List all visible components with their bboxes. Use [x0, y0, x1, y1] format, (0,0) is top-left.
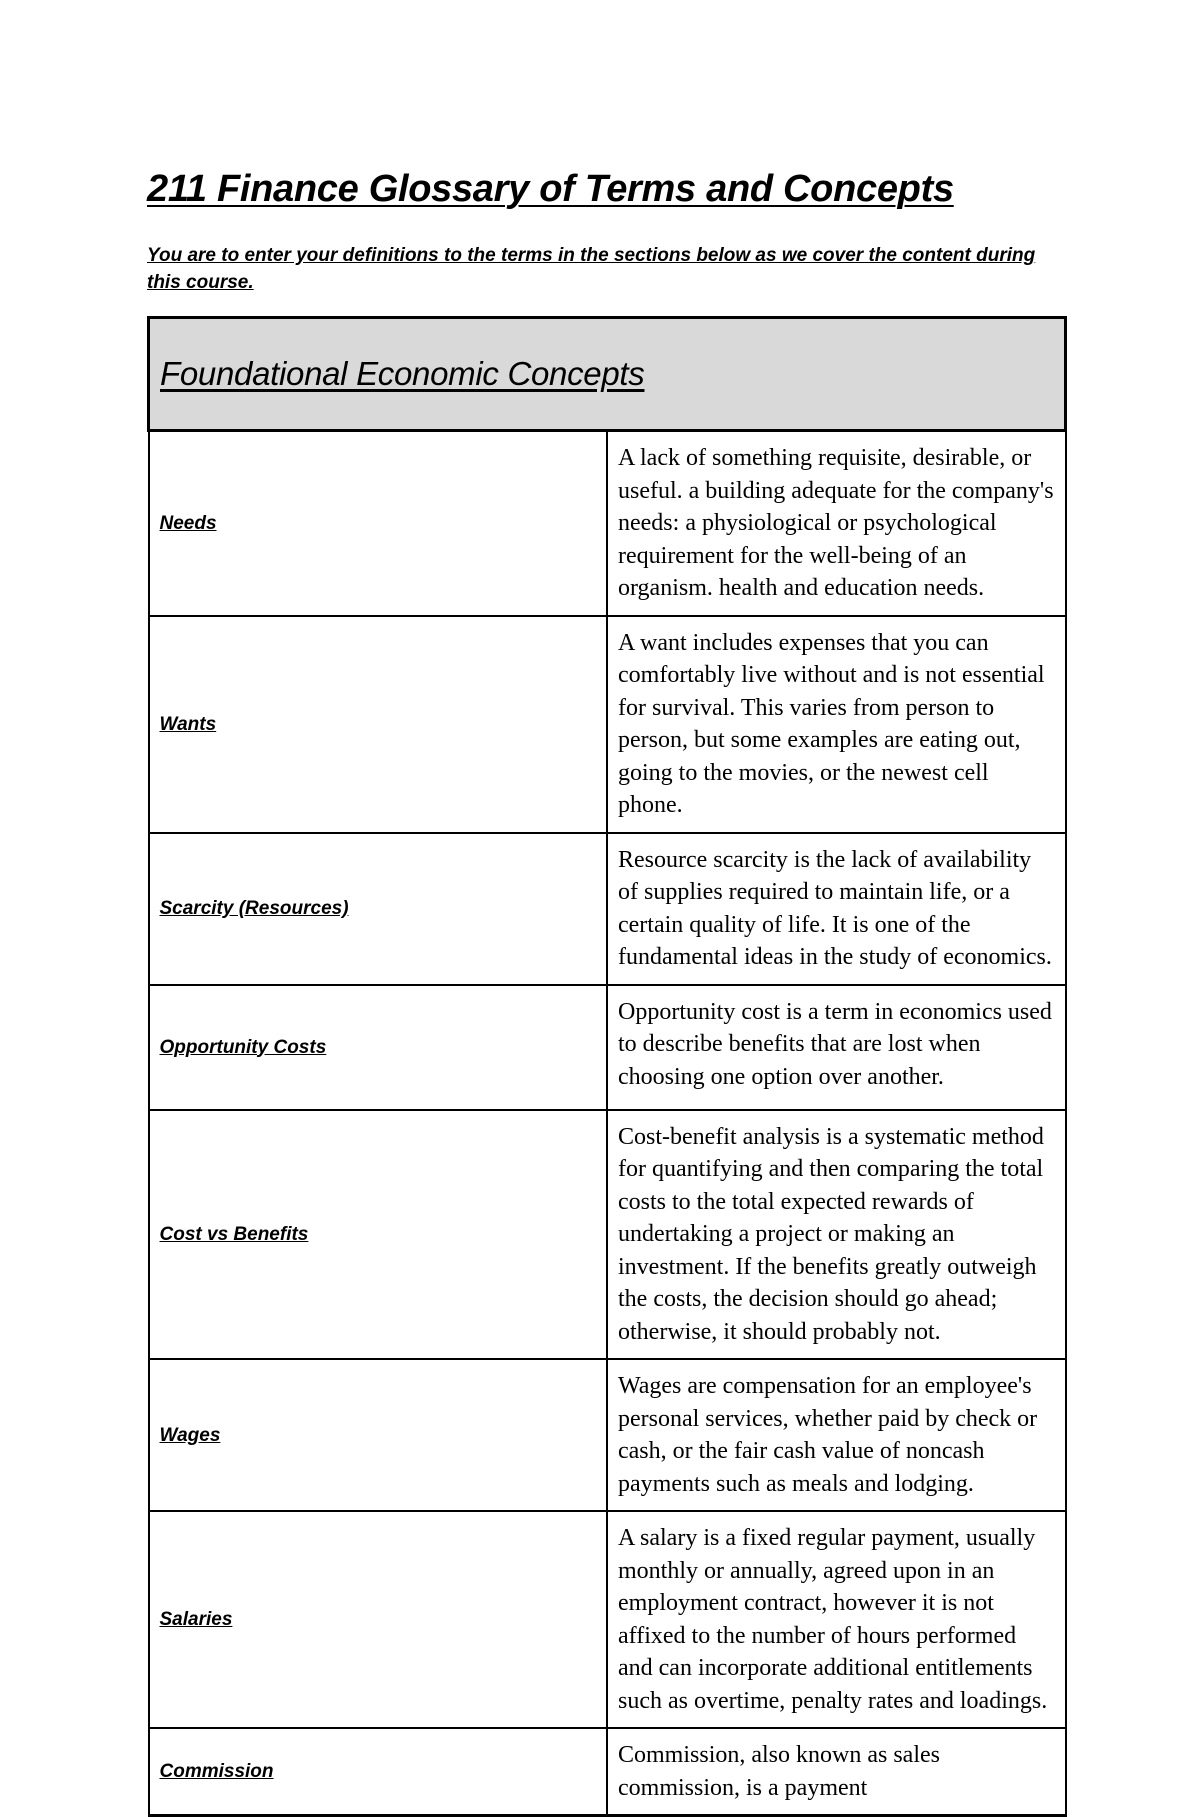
glossary-row-commission: [149, 1728, 1066, 1816]
term-cell: [149, 1110, 608, 1360]
definition-cell[interactable]: [607, 833, 1066, 985]
definition-text: Wages are compensation for an employee's personal services, whether paid by check or cash, or the fair cash value of noncash payments such as meals and lodging.: [618, 1373, 1038, 1497]
term-label: Wants: [159, 713, 217, 735]
definition-text: A want includes expenses that you can comfortably live without and is not essential for survival. This varies from person to person, but some examples are eating out, going to the movies, or the newest cell phone.: [618, 629, 1045, 818]
definition-cell[interactable]: [607, 616, 1066, 833]
term-label: Cost vs Benefits: [159, 1223, 309, 1245]
term-cell: [149, 1359, 608, 1511]
glossary-table: [147, 316, 1067, 1817]
definition-text: Resource scarcity is the lack of availability of supplies required to maintain life, or a certain quality of life. It is one of the fundamental ideas in the study of economics.: [618, 846, 1052, 970]
definition-cell[interactable]: [607, 985, 1066, 1110]
document-title: 211 Finance Glossary of Terms and Concepts: [147, 168, 954, 210]
definition-cell[interactable]: [607, 1511, 1066, 1728]
term-cell: [149, 616, 608, 833]
term-label: Wages: [159, 1424, 221, 1446]
term-cell: [149, 833, 608, 985]
term-label: Salaries: [159, 1609, 233, 1630]
term-label: Needs: [159, 512, 217, 534]
term-cell: [149, 1728, 608, 1816]
definition-text: Opportunity cost is a term in economics used to describe benefits that are lost when choosing one option over another.: [618, 998, 1052, 1090]
term-label: Opportunity Costs: [159, 1036, 327, 1058]
document-instructions: You are to enter your definitions to the terms in the sections below as we cover the content during this course.: [147, 245, 1036, 293]
term-cell: [149, 1511, 608, 1728]
term-label: Commission: [159, 1761, 274, 1782]
section-header: [149, 318, 1066, 431]
glossary-row-opportunity-costs: [149, 985, 1066, 1110]
definition-cell[interactable]: [607, 1728, 1066, 1816]
glossary-row-salaries: [149, 1511, 1066, 1728]
term-label: Scarcity (Resources): [159, 898, 349, 919]
definition-text: Commission, also known as sales commission, is a payment: [618, 1742, 940, 1801]
glossary-row-wants: [149, 616, 1066, 833]
glossary-row-wages: [149, 1359, 1066, 1511]
term-cell: [149, 985, 608, 1110]
term-cell: [149, 431, 608, 616]
glossary-row-scarcity: [149, 833, 1066, 985]
definition-cell[interactable]: [607, 431, 1066, 616]
glossary-row-cost-vs-benefits: [149, 1110, 1066, 1360]
section-header-row: [149, 318, 1066, 431]
section-title: Foundational Economic Concepts: [160, 355, 645, 392]
definition-text: A lack of something requisite, desirable, or useful. a building adequate for the company's needs: a physiological or psychological requirement for the well-being of an organism. health and education needs.: [618, 445, 1054, 601]
glossary-row-needs: [149, 431, 1066, 616]
definition-text: Cost-benefit analysis is a systematic method for quantifying and then comparing the total costs to the total expected rewards of undertaking a project or making an investment. If the benefits greatly outweigh the costs, the decision should go ahead; otherwise, it should probably not.: [618, 1123, 1044, 1345]
definition-cell[interactable]: [607, 1110, 1066, 1360]
definition-cell[interactable]: [607, 1359, 1066, 1511]
definition-text: A salary is a fixed regular payment, usually monthly or annually, agreed upon in an employment contract, however it is not affixed to the number of hours performed and can incorporate additional entitlements such as overtime, penalty rates and loadings.: [618, 1525, 1048, 1714]
